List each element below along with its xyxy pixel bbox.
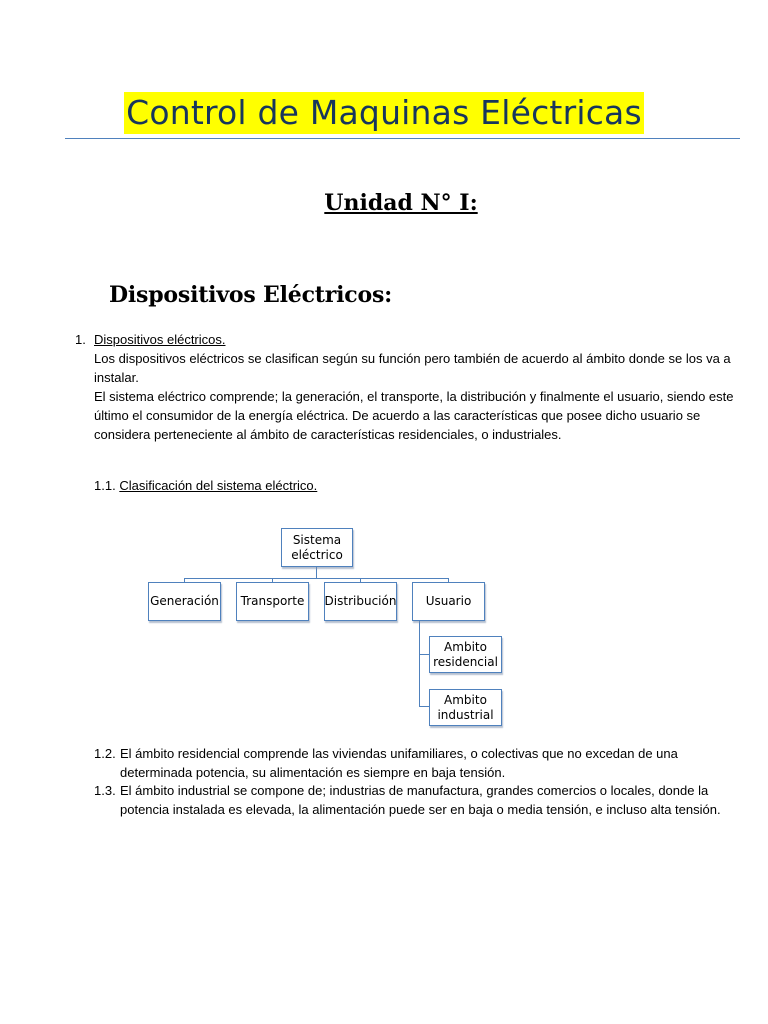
diagram-node-industrial-line2: industrial	[437, 707, 494, 722]
title-container	[0, 92, 768, 134]
list-item-1-3	[94, 781, 734, 819]
connector-root-down	[316, 566, 317, 578]
diagram-node-distribucion	[324, 582, 397, 621]
list-item-1-2-number: 1.2.	[94, 746, 116, 761]
list-item-1-heading: Dispositivos eléctricos.	[94, 332, 226, 347]
diagram-node-transporte-label: Transporte	[240, 594, 305, 608]
list-item-1-1-number: 1.1.	[94, 478, 116, 493]
connector-horizontal-bus	[184, 578, 449, 579]
diagram-node-ambito-residencial	[429, 636, 502, 673]
connector-usuario	[448, 578, 449, 582]
diagram-node-usuario-label: Usuario	[425, 594, 472, 608]
diagram-node-ambito-industrial	[429, 689, 502, 726]
connector-transporte	[272, 578, 273, 582]
list-item-1-1-text: Clasificación del sistema eléctrico.	[119, 478, 318, 493]
list-item-1-3-text: El ámbito industrial se compone de; industrias de manufactura, grandes comercios o locales, donde la potencia instalada es elevada, la alimentación puede ser en baja o media tensión, e incluso alta tensión.	[120, 783, 721, 817]
diagram-node-sistema-line1: Sistema	[292, 532, 342, 547]
unit-heading: Unidad N° I:	[324, 190, 478, 216]
document-title: Control de Maquinas Eléctricas	[126, 93, 642, 132]
diagram-node-sistema-line2: eléctrico	[291, 547, 343, 562]
connector-industrial	[419, 706, 429, 707]
section-heading: Dispositivos Eléctricos:	[109, 282, 393, 308]
list-item-1-3-number: 1.3.	[94, 783, 116, 798]
list-item-1-1	[94, 476, 317, 495]
diagram-node-residencial-line2: residencial	[433, 654, 498, 669]
list-item-1-2	[94, 744, 734, 782]
list-item-1-number: 1.	[75, 332, 86, 347]
diagram-node-sistema-electrico	[281, 528, 353, 567]
title-divider	[65, 138, 740, 139]
diagram-node-transporte	[236, 582, 309, 621]
connector-residencial	[419, 654, 429, 655]
connector-distribucion	[360, 578, 361, 582]
diagram-node-usuario	[412, 582, 485, 621]
diagram-node-generacion	[148, 582, 221, 621]
list-item-1-2-text: El ámbito residencial comprende las viviendas unifamiliares, o colectivas que no excedan de una determinada potencia, su alimentación es siempre en baja tensión.	[120, 746, 678, 780]
diagram-node-industrial-line1: Ambito	[444, 692, 487, 707]
diagram-node-residencial-line1: Ambito	[444, 639, 487, 654]
diagram-node-distribucion-label: Distribución	[324, 594, 397, 608]
list-item-1-paragraph-1: Los dispositivos eléctricos se clasifican según su función pero también de acuerdo al ámbito donde se los va a instalar.	[94, 351, 731, 385]
list-item-1-paragraph-2: El sistema eléctrico comprende; la generación, el transporte, la distribución y finalmente el usuario, siendo este último el consumidor de la energía eléctrica. De acuerdo a las características que posee dicho usuario se considera perteneciente al ámbito de características residenciales, o industriales.	[94, 389, 734, 442]
connector-generacion	[184, 578, 185, 582]
connector-usuario-vertical	[419, 620, 420, 707]
diagram-node-generacion-label: Generación	[150, 594, 219, 608]
list-item-1	[75, 330, 735, 444]
